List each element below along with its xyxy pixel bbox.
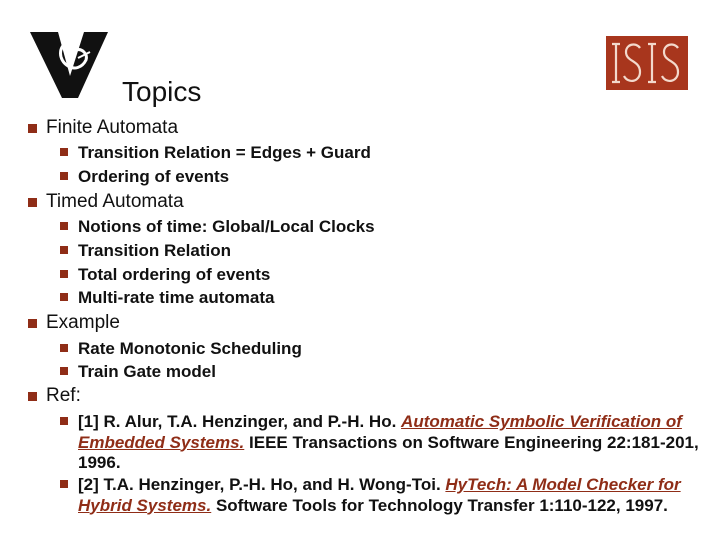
bullet-icon	[28, 392, 37, 401]
bullet-icon	[28, 124, 37, 133]
ref-text: Software Tools for Technology Transfer 1:110-122, 1997.	[211, 495, 668, 515]
subtopic: Total ordering of events	[78, 265, 271, 284]
topic-example: Example	[46, 312, 120, 333]
subtopic: Transition Relation = Edges + Guard	[78, 143, 371, 162]
bullet-icon	[28, 319, 37, 328]
reference-1	[78, 412, 708, 474]
topic-finite-automata: Finite Automata	[46, 117, 179, 138]
bullet-icon	[60, 344, 68, 352]
topic-ref: Ref:	[46, 385, 81, 406]
bullet-icon	[60, 246, 68, 254]
subtopic: Train Gate model	[78, 362, 216, 381]
bullet-icon	[60, 480, 68, 488]
topic-timed-automata: Timed Automata	[46, 191, 184, 212]
bullet-icon	[60, 172, 68, 180]
ref-text: [1] R. Alur, T.A. Henzinger, and P.-H. Ho.	[78, 412, 402, 431]
bullet-icon	[60, 270, 68, 278]
reference-2	[78, 475, 708, 516]
ref-text: IEEE Transactions on Software Engineering 22:181-201, 1996.	[78, 432, 699, 472]
vanderbilt-v-logo	[28, 28, 112, 100]
bullet-icon	[60, 148, 68, 156]
bullet-icon	[60, 367, 68, 375]
subtopic: Multi-rate time automata	[78, 288, 275, 307]
ref-link[interactable]: HyTech: A Model Checker for Hybrid Systems.	[78, 475, 681, 515]
bullet-icon	[60, 293, 68, 301]
ref-link[interactable]: Automatic Symbolic Verification of Embedded Systems.	[78, 412, 682, 452]
subtopic: Rate Monotonic Scheduling	[78, 339, 302, 358]
subtopic: Transition Relation	[78, 241, 232, 260]
slide-title: Topics	[122, 76, 202, 107]
bullet-icon	[28, 198, 37, 207]
ref-text: [2] T.A. Henzinger, P.-H. Ho, and H. Wong-Toi.	[78, 475, 446, 494]
subtopic: Notions of time: Global/Local Clocks	[78, 217, 375, 236]
subtopic: Ordering of events	[78, 167, 230, 186]
bullet-icon	[60, 222, 68, 230]
isis-logo	[606, 36, 688, 90]
bullet-icon	[60, 417, 68, 425]
